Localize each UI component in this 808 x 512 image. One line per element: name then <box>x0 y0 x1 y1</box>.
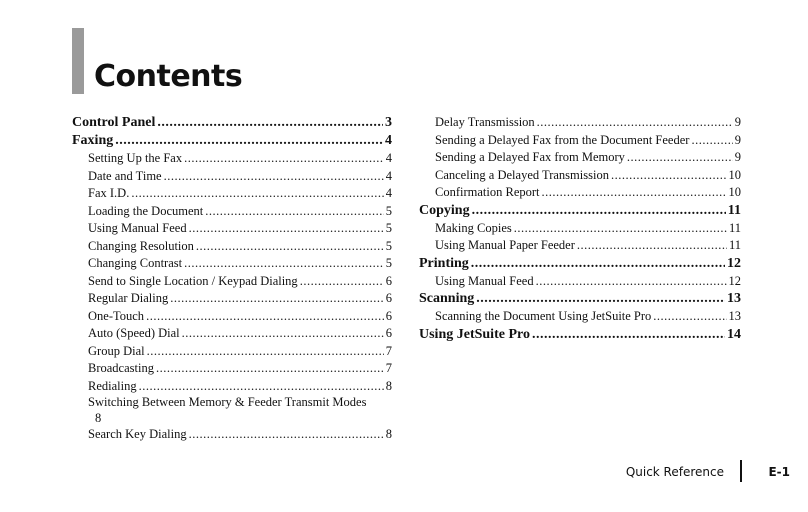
toc-leader-dots <box>164 168 384 186</box>
toc-entry-label: Control Panel <box>72 115 156 130</box>
toc-entry[interactable] <box>419 273 741 291</box>
toc-entry[interactable] <box>419 132 741 150</box>
toc-entry[interactable] <box>72 378 392 396</box>
toc-list-left <box>72 114 392 395</box>
toc-entry-page: 6 <box>385 326 392 340</box>
toc-leader-dots <box>532 326 725 344</box>
page-footer <box>600 462 790 482</box>
toc-entry[interactable] <box>72 203 392 221</box>
toc-list-right <box>419 114 741 344</box>
toc-entry-page: 4 <box>385 186 392 200</box>
toc-entry-label: Search Key Dialing <box>88 427 187 441</box>
toc-entry-label: Delay Transmission <box>435 115 535 129</box>
toc-entry-page: 6 <box>385 273 392 288</box>
toc-entry-label: Broadcasting <box>88 361 154 375</box>
toc-entry-page: 6 <box>385 291 392 305</box>
toc-entry-label: Making Copies <box>435 220 512 235</box>
toc-entry-page: 6 <box>385 308 392 323</box>
toc-leader-dots <box>170 290 384 308</box>
page-title: Contents <box>94 59 243 94</box>
toc-entry-page: 9 <box>734 115 741 129</box>
toc-leader-dots <box>205 203 384 221</box>
toc-entry[interactable] <box>72 185 392 203</box>
toc-entry-page: 7 <box>385 343 392 358</box>
toc-entry-page: 8 <box>385 378 392 393</box>
footer-section-label: Quick Reference <box>625 465 724 479</box>
toc-entry-label: Loading the Document <box>88 203 204 218</box>
toc-leader-dots <box>472 202 726 220</box>
toc-entry[interactable] <box>72 325 392 343</box>
toc-entry-label: Group Dial <box>88 343 145 358</box>
toc-leader-dots <box>146 308 384 326</box>
toc-leader-dots <box>536 273 727 291</box>
toc-entry-page: 5 <box>385 256 392 270</box>
toc-entry-label: Switching Between Memory & Feeder Transmit Modes <box>88 395 367 409</box>
toc-entry[interactable] <box>419 149 741 167</box>
toc-leader-dots <box>611 167 727 185</box>
toc-entry-page: 11 <box>728 238 741 252</box>
toc-entry-label: Changing Contrast <box>88 256 183 270</box>
toc-entry-label: Scanning <box>419 291 475 306</box>
toc-leader-dots <box>476 290 725 308</box>
toc-entry[interactable] <box>419 184 741 202</box>
toc-entry-label: Copying <box>419 202 470 218</box>
toc-list-left-tail <box>72 426 392 444</box>
toc-entry[interactable] <box>72 360 392 378</box>
toc-entry[interactable] <box>72 273 392 291</box>
toc-leader-dots <box>196 238 384 256</box>
toc-entry-page: 7 <box>385 361 392 375</box>
toc-entry-label: Setting Up the Fax <box>88 151 183 165</box>
footer-divider <box>740 460 742 482</box>
toc-entry[interactable] <box>72 426 392 444</box>
toc-section-entry[interactable] <box>419 290 741 308</box>
toc-leader-dots <box>139 378 384 396</box>
title-accent-bar <box>72 28 84 94</box>
toc-leader-dots <box>627 149 733 167</box>
toc-leader-dots <box>577 237 727 255</box>
toc-entry-page: 8 <box>385 427 392 441</box>
toc-leader-dots <box>542 184 727 202</box>
toc-entry-page: 12 <box>728 273 741 288</box>
toc-entry-label: Sending a Delayed Fax from the Document Feeder <box>435 132 690 147</box>
toc-leader-dots <box>131 185 383 203</box>
toc-entry[interactable] <box>419 308 741 326</box>
toc-entry-label: Auto (Speed) Dial <box>88 326 180 340</box>
toc-entry[interactable] <box>72 290 392 308</box>
toc-entry-page: 5 <box>385 221 392 235</box>
toc-entry-page: 14 <box>727 326 741 342</box>
toc-entry-label: Using Manual Paper Feeder <box>435 238 575 252</box>
toc-entry[interactable] <box>72 150 392 168</box>
toc-leader-dots <box>514 220 727 238</box>
toc-entry-page: 11 <box>727 202 741 218</box>
toc-entry-wrapped[interactable] <box>72 395 392 426</box>
toc-entry-page: 13 <box>728 309 741 323</box>
toc-entry-label: Printing <box>419 255 469 271</box>
toc-entry-page: 3 <box>385 115 392 130</box>
toc-entry[interactable] <box>72 255 392 273</box>
toc-entry[interactable] <box>72 168 392 186</box>
toc-entry-label: Date and Time <box>88 168 162 183</box>
toc-entry[interactable] <box>72 308 392 326</box>
footer-page-number: E-1 <box>768 465 790 479</box>
toc-entry-label: One-Touch <box>88 308 145 323</box>
toc-section-entry[interactable] <box>419 255 741 273</box>
toc-entry-label: Using Manual Feed <box>435 273 534 288</box>
toc-entry-label: Changing Resolution <box>88 238 194 253</box>
toc-entry-page: 11 <box>728 220 741 235</box>
toc-leader-dots <box>189 220 384 238</box>
toc-entry[interactable] <box>419 167 741 185</box>
toc-entry-page: 9 <box>734 150 741 164</box>
toc-entry-label: Canceling a Delayed Transmission <box>435 167 609 182</box>
toc-leader-dots <box>156 360 384 378</box>
toc-entry[interactable] <box>419 220 741 238</box>
toc-section-entry[interactable] <box>419 202 741 220</box>
toc-entry[interactable] <box>72 343 392 361</box>
toc-entry-label: Sending a Delayed Fax from Memory <box>435 150 625 164</box>
toc-entry-label: Confirmation Report <box>435 185 540 199</box>
toc-section-entry[interactable] <box>419 326 741 344</box>
toc-leader-dots <box>182 325 384 343</box>
toc-entry-page: 10 <box>728 167 741 182</box>
toc-leader-dots <box>691 132 732 150</box>
toc-entry-page: 10 <box>728 185 741 199</box>
toc-entry-page: 4 <box>385 133 392 148</box>
toc-entry-page: 4 <box>385 151 392 165</box>
toc-leader-dots <box>147 343 384 361</box>
toc-entry-page: 5 <box>385 203 392 218</box>
toc-section-entry[interactable] <box>72 114 392 132</box>
toc-entry[interactable] <box>419 237 741 255</box>
toc-entry[interactable] <box>419 114 741 132</box>
toc-entry[interactable] <box>72 238 392 256</box>
toc-leader-dots <box>471 255 725 273</box>
toc-entry-label: Using JetSuite Pro <box>419 326 530 342</box>
toc-leader-dots <box>184 255 384 273</box>
toc-entry-label: Fax I.D. <box>88 186 130 200</box>
toc-entry-page: 5 <box>385 238 392 253</box>
toc-column-left <box>72 114 392 444</box>
toc-entry-page: 9 <box>734 132 741 147</box>
toc-leader-dots <box>115 132 383 150</box>
toc-leader-dots <box>157 114 383 132</box>
toc-entry-label: Send to Single Location / Keypad Dialing <box>88 273 298 288</box>
toc-entry-page: 4 <box>385 168 392 183</box>
toc-leader-dots <box>184 150 384 168</box>
toc-entry-label: Regular Dialing <box>88 291 169 305</box>
toc-leader-dots <box>300 273 384 291</box>
toc-entry-label: Using Manual Feed <box>88 221 187 235</box>
toc-leader-dots <box>537 114 733 132</box>
toc-column-right <box>419 114 741 344</box>
toc-section-entry[interactable] <box>72 132 392 150</box>
toc-entry-page: 13 <box>727 291 741 306</box>
toc-entry-label: Faxing <box>72 133 114 148</box>
toc-entry-label: Scanning the Document Using JetSuite Pro <box>435 309 652 323</box>
toc-leader-dots <box>189 426 384 444</box>
toc-entry-page: 8 <box>95 410 102 425</box>
toc-entry-label: Redialing <box>88 378 137 393</box>
toc-entry[interactable] <box>72 220 392 238</box>
toc-leader-dots <box>653 308 726 326</box>
toc-entry-page: 12 <box>727 255 741 271</box>
